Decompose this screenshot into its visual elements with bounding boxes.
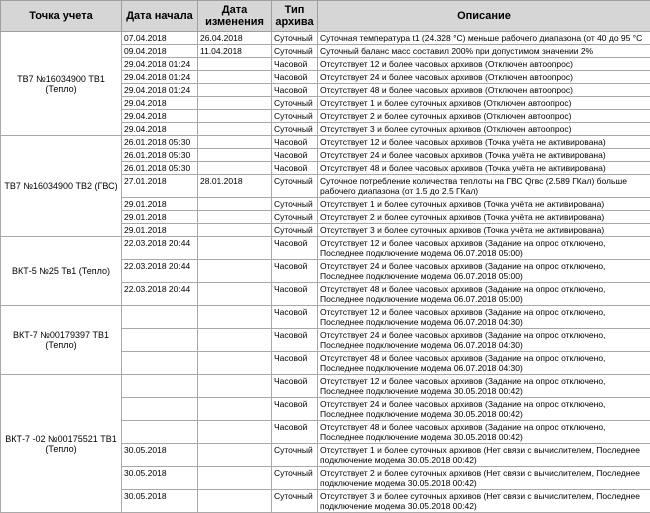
change-date-cell: 26.04.2018 xyxy=(198,32,272,45)
change-date-cell xyxy=(198,149,272,162)
description-cell: Отсутствует 24 и более часовых архивов (Точка учёта не активирована) xyxy=(318,149,650,162)
table-row xyxy=(1,306,650,329)
start-date-cell: 07.04.2018 xyxy=(122,32,198,45)
change-date-cell xyxy=(198,283,272,306)
archive-type-cell: Суточный xyxy=(272,444,318,467)
change-date-cell xyxy=(198,136,272,149)
change-date-cell xyxy=(198,421,272,444)
table-row xyxy=(1,237,650,260)
start-date-cell: 29.04.2018 xyxy=(122,123,198,136)
start-date-cell: 27.01.2018 xyxy=(122,175,198,198)
start-date-cell: 29.04.2018 01:24 xyxy=(122,71,198,84)
archive-type-cell: Часовой xyxy=(272,84,318,97)
change-date-cell xyxy=(198,97,272,110)
change-date-cell xyxy=(198,71,272,84)
change-date-cell xyxy=(198,162,272,175)
archive-type-cell: Часовой xyxy=(272,162,318,175)
change-date-cell xyxy=(198,444,272,467)
archive-type-cell: Часовой xyxy=(272,329,318,352)
archive-type-cell: Часовой xyxy=(272,58,318,71)
start-date-cell: 30.05.2018 xyxy=(122,467,198,490)
archive-type-cell: Суточный xyxy=(272,467,318,490)
change-date-cell xyxy=(198,398,272,421)
description-cell: Отсутствует 3 и более суточных архивов (Точка учёта не активирована) xyxy=(318,224,650,237)
header-point: Точка учета xyxy=(1,1,122,32)
archive-type-cell: Суточный xyxy=(272,97,318,110)
description-cell: Отсутствует 12 и более часовых архивов (Задание на опрос отключено, Последнее подключение модема 06.07.2018 05:00) xyxy=(318,237,650,260)
start-date-cell xyxy=(122,375,198,398)
start-date-cell: 26.01.2018 05:30 xyxy=(122,162,198,175)
metering-point-cell: ВКТ-5 №25 Тв1 (Тепло) xyxy=(1,237,122,306)
table-header-row xyxy=(1,1,650,32)
start-date-cell xyxy=(122,306,198,329)
description-cell: Суточное потребление количества теплоты на ГВС Qгвс (2.589 ГКал) больше рабочего диапазона (от 1.5 до 2.5 ГКал) xyxy=(318,175,650,198)
metering-point-cell: ВКТ-7 №00179397 ТВ1 (Тепло) xyxy=(1,306,122,375)
start-date-cell: 29.01.2018 xyxy=(122,211,198,224)
description-cell: Отсутствует 1 и более суточных архивов (Нет связи с вычислителем, Последнее подключение модема 30.05.2018 00:42) xyxy=(318,444,650,467)
archive-type-cell: Часовой xyxy=(272,283,318,306)
change-date-cell: 11.04.2018 xyxy=(198,45,272,58)
start-date-cell: 22.03.2018 20:44 xyxy=(122,237,198,260)
start-date-cell xyxy=(122,329,198,352)
start-date-cell: 29.04.2018 xyxy=(122,97,198,110)
archive-type-cell: Часовой xyxy=(272,71,318,84)
archive-type-cell: Суточный xyxy=(272,490,318,513)
description-cell: Отсутствует 2 и более суточных архивов (Отключен автоопрос) xyxy=(318,110,650,123)
description-cell: Отсутствует 12 и более часовых архивов (Задание на опрос отключено, Последнее подключение модема 06.07.2018 04:30) xyxy=(318,306,650,329)
archive-type-cell: Часовой xyxy=(272,237,318,260)
description-cell: Отсутствует 12 и более часовых архивов (Точка учёта не активирована) xyxy=(318,136,650,149)
archive-type-cell: Часовой xyxy=(272,149,318,162)
archive-type-cell: Суточный xyxy=(272,224,318,237)
change-date-cell xyxy=(198,198,272,211)
start-date-cell: 22.03.2018 20:44 xyxy=(122,260,198,283)
change-date-cell xyxy=(198,467,272,490)
description-cell: Отсутствует 2 и более суточных архивов (Нет связи с вычислителем, Последнее подключение модема 30.05.2018 00:42) xyxy=(318,467,650,490)
archive-type-cell: Суточный xyxy=(272,123,318,136)
archive-type-cell: Суточный xyxy=(272,110,318,123)
archive-type-cell: Суточный xyxy=(272,198,318,211)
header-change-date: Дата изменения xyxy=(198,1,272,32)
description-cell: Отсутствует 48 и более часовых архивов (Точка учёта не активирована) xyxy=(318,162,650,175)
archive-type-cell: Часовой xyxy=(272,398,318,421)
archive-type-cell: Часовой xyxy=(272,421,318,444)
description-cell: Отсутствует 2 и более суточных архивов (Точка учёта не активирована) xyxy=(318,211,650,224)
description-cell: Отсутствует 48 и более часовых архивов (Задание на опрос отключено, Последнее подключение модема 06.07.2018 05:00) xyxy=(318,283,650,306)
description-cell: Отсутствует 1 и более суточных архивов (Отключен автоопрос) xyxy=(318,97,650,110)
archive-type-cell: Суточный xyxy=(272,45,318,58)
metering-point-cell: ТВ7 №16034900 ТВ1 (Тепло) xyxy=(1,32,122,136)
description-cell: Отсутствует 24 и более часовых архивов (Задание на опрос отключено, Последнее подключение модема 06.07.2018 05:00) xyxy=(318,260,650,283)
start-date-cell: 22.03.2018 20:44 xyxy=(122,283,198,306)
start-date-cell: 29.01.2018 xyxy=(122,198,198,211)
description-cell: Отсутствует 48 и более часовых архивов (Задание на опрос отключено, Последнее подключение модема 06.07.2018 04:30) xyxy=(318,352,650,375)
table-row xyxy=(1,32,650,45)
archive-type-cell: Суточный xyxy=(272,32,318,45)
archive-type-cell: Суточный xyxy=(272,175,318,198)
change-date-cell xyxy=(198,329,272,352)
header-archive-type: Тип архива xyxy=(272,1,318,32)
archive-type-cell: Часовой xyxy=(272,306,318,329)
change-date-cell xyxy=(198,58,272,71)
change-date-cell xyxy=(198,211,272,224)
header-start-date: Дата начала xyxy=(122,1,198,32)
description-cell: Отсутствует 48 и более часовых архивов (Задание на опрос отключено, Последнее подключение модема 30.05.2018 00:42) xyxy=(318,421,650,444)
start-date-cell: 29.04.2018 01:24 xyxy=(122,58,198,71)
description-cell: Суточная температура t1 (24.328 °C) меньше рабочего диапазона (от 40 до 95 °C xyxy=(318,32,650,45)
archive-type-cell: Часовой xyxy=(272,375,318,398)
change-date-cell xyxy=(198,224,272,237)
change-date-cell xyxy=(198,352,272,375)
change-date-cell xyxy=(198,490,272,513)
archive-type-cell: Часовой xyxy=(272,136,318,149)
change-date-cell xyxy=(198,375,272,398)
start-date-cell: 26.01.2018 05:30 xyxy=(122,136,198,149)
change-date-cell xyxy=(198,306,272,329)
metering-point-cell: ТВ7 №16034900 ТВ2 (ГВС) xyxy=(1,136,122,237)
start-date-cell: 29.04.2018 xyxy=(122,110,198,123)
start-date-cell: 30.05.2018 xyxy=(122,444,198,467)
change-date-cell xyxy=(198,123,272,136)
start-date-cell: 29.01.2018 xyxy=(122,224,198,237)
description-cell: Отсутствует 3 и более суточных архивов (Нет связи с вычислителем, Последнее подключение модема 30.05.2018 00:42) xyxy=(318,490,650,513)
change-date-cell xyxy=(198,237,272,260)
description-cell: Отсутствует 1 и более суточных архивов (Точка учёта не активирована) xyxy=(318,198,650,211)
start-date-cell xyxy=(122,398,198,421)
archive-type-cell: Часовой xyxy=(272,260,318,283)
start-date-cell: 30.05.2018 xyxy=(122,490,198,513)
description-cell: Отсутствует 24 и более часовых архивов (Задание на опрос отключено, Последнее подключение модема 30.05.2018 00:42) xyxy=(318,398,650,421)
description-cell: Отсутствует 24 и более часовых архивов (Отключен автоопрос) xyxy=(318,71,650,84)
table-row xyxy=(1,375,650,398)
change-date-cell: 28.01.2018 xyxy=(198,175,272,198)
change-date-cell xyxy=(198,260,272,283)
description-cell: Отсутствует 12 и более часовых архивов (Отключен автоопрос) xyxy=(318,58,650,71)
change-date-cell xyxy=(198,110,272,123)
archive-type-cell: Суточный xyxy=(272,211,318,224)
description-cell: Суточный баланс масс составил 200% при допустимом значении 2% xyxy=(318,45,650,58)
description-cell: Отсутствует 24 и более часовых архивов (Задание на опрос отключено, Последнее подключение модема 06.07.2018 04:30) xyxy=(318,329,650,352)
start-date-cell: 09.04.2018 xyxy=(122,45,198,58)
description-cell: Отсутствует 12 и более часовых архивов (Задание на опрос отключено, Последнее подключение модема 30.05.2018 00:42) xyxy=(318,375,650,398)
start-date-cell xyxy=(122,352,198,375)
archive-type-cell: Часовой xyxy=(272,352,318,375)
header-description: Описание xyxy=(318,1,650,32)
start-date-cell xyxy=(122,421,198,444)
metering-point-cell: ВКТ-7 -02 №00175521 ТВ1 (Тепло) xyxy=(1,375,122,513)
change-date-cell xyxy=(198,84,272,97)
description-cell: Отсутствует 3 и более суточных архивов (Отключен автоопрос) xyxy=(318,123,650,136)
table-body xyxy=(1,32,650,513)
table-row xyxy=(1,136,650,149)
start-date-cell: 29.04.2018 01:24 xyxy=(122,84,198,97)
start-date-cell: 26.01.2018 05:30 xyxy=(122,149,198,162)
description-cell: Отсутствует 48 и более часовых архивов (Отключен автоопрос) xyxy=(318,84,650,97)
